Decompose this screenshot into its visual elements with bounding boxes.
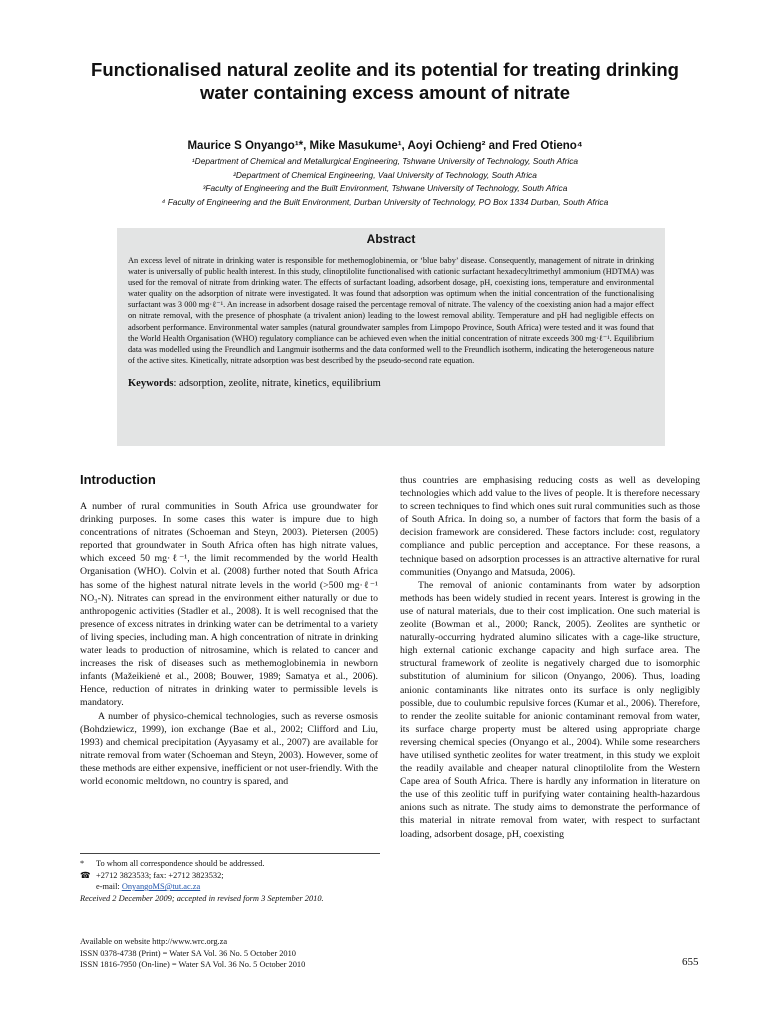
email-link[interactable]: OnyangoMS@tut.ac.za <box>121 882 201 891</box>
page-number: 655 <box>682 956 699 968</box>
phone-text: +2712 3823533; fax: +2712 3823532; <box>96 870 224 880</box>
footnote-email <box>80 881 380 893</box>
body-paragraph: A number of physico-chemical technologies, such as reverse osmosis (Bohdziewicz, 1999), ion exchange (Bae et al., 2002; Clifford and Liu, 1993) and chemical precipitation (Ayyasamy et al., 2007) are available for nitrate removal from water (Schoeman and Steyn, 2003). However, some of these methods are either expensive, inefficient or not user-friendly. With the world economic meltdown, no country is spared, and <box>80 710 378 787</box>
received-dates: Received 2 December 2009; accepted in revised form 3 September 2010. <box>80 893 324 903</box>
abstract-box <box>117 228 665 446</box>
keywords-label: Keywords <box>128 377 174 389</box>
affiliation-1: ¹Department of Chemical and Metallurgical Engineering, Tshwane University of Technology, South Africa <box>191 156 579 166</box>
left-column <box>80 500 378 788</box>
footnote-correspondence <box>80 858 380 870</box>
paper-title: Functionalised natural zeolite and its potential for treating drinking water containing excess amount of nitrate <box>91 59 679 103</box>
footnote-phone <box>80 870 380 882</box>
body-paragraph: thus countries are emphasising reducing costs as well as developing technologies which add value to the lives of people. It is therefore necessary to screen techniques to find which ones suit rural communities such as those of South Africa. In doing so, a number of factors that form the basis of a decision framework are considered. These factors include: cost, regulatory compliance and public perception and acceptance. For these reasons, a technique based on adsorption processes is an attractive alternative for rural communities (Onyango and Matsuda, 2006). <box>400 475 700 578</box>
affiliation-3: ³Faculty of Engineering and the Built Environment, Tshwane University of Technology, South Africa <box>202 183 568 193</box>
asterisk-mark: * <box>80 859 85 868</box>
issn-print: ISSN 0378-4738 (Print) = Water SA Vol. 36 No. 5 October 2010 <box>80 948 296 958</box>
keywords-list: : adsorption, zeolite, nitrate, kinetics, equilibrium <box>173 377 381 389</box>
abstract-text: An excess level of nitrate in drinking water is responsible for methemoglobinemia, or ‘blue baby’ disease. Consequently, management of nitrate in drinking water is universally of public health interest. In this study, clinoptilolite functionalised with cationic surfactant hexadecyltrimethyl ammonium (HDTMA) was used for the removal of nitrate from drinking water. The effects of surfactant loading, adsorbent dosage, pH, coexisting ions, temperature and environmental water quality on the adsorption of nitrate were investigated. It was found that adsorption was optimum when the initial concentration of the functionalising surfactant was 3 000 mg·ℓ⁻¹. An increase in adsorbent dosage raised the percentage removal of nitrate. The valency of the coexisting anion had a major effect on nitrate removal, with the presence of phosphate (a trivalent anion) leading to the lowest removal ability. Temperature and pH had negligible effects on adsorbent performance. Environmental water samples (natural groundwater samples from Limpopo Province, South Africa) were tested and it was found that the World Health Organisation (WHO) regulatory compliance can be achieved even when the initial concentration of nitrate exceeds 300 mg·ℓ⁻¹. Equilibrium data was modelled using the Freundlich and Langmuir isotherms and the data conformed well to the Freundlich isotherm, indicating the heterogeneous nature of the active sites. Kinetically, nitrate adsorption was best described by the pseudo-second rate equation. <box>128 256 654 365</box>
phone-icon: ☎ <box>80 870 91 880</box>
section-heading-introduction: Introduction <box>80 472 156 487</box>
footnotes <box>80 853 380 904</box>
issn-online: ISSN 1816-7950 (On-line) = Water SA Vol. 36 No. 5 October 2010 <box>80 960 306 969</box>
website-line: Available on website http://www.wrc.org.za <box>80 937 228 946</box>
keywords <box>128 378 654 389</box>
right-column <box>400 474 700 841</box>
footnote-text: To whom all correspondence should be addressed. <box>96 859 265 868</box>
affiliations <box>60 155 710 209</box>
abstract-heading: Abstract <box>366 232 416 246</box>
body-paragraph: The removal of anionic contaminants from water by adsorption methods has been widely studied in recent years. Interest is growing in the use of natural materials, due to their cost implication. One such material is zeolite (Bowman et al., 2000; Ranck, 2005). Zeolites are synthetic or naturally-occurring hydrated alumino silicates with a cage-like structure, high external cationic exchange capacity and high surface area. The structural framework of zeolite is negatively charged due to isomorphic substitution of aluminium for silicon (Onyango, 2006). Thus, loading anionic contaminants like nitrates onto its surface is only negligibly possible, due to coulumbic repulsive forces (Kumar et al., 2006). Therefore, to render the zeolite suitable for anionic contaminant removal from water, its surface charge property must be altered using appropriate charge reversing chemical species (Onyango et al., 2004). While some researchers have utilised synthetic zeolites for water treatment, in this study we exploit the readily available and cheaper natural clinoptilolite from the Western Cape area of South Africa. There is hardly any information in literature on the use of this zeolitic tuff in purifying water containing health-hazardous anions such as nitrate. The study aims to demonstrate the performance of this material in nitrate removal from water, with respect to surfactant loading, adsorbent dosage, pH, coexisting <box>400 579 700 840</box>
publication-info <box>80 936 305 971</box>
affiliation-2: ²Department of Chemical Engineering, Vaal University of Technology, South Africa <box>233 169 537 180</box>
body-paragraph: A number of rural communities in South Africa use groundwater for drinking purposes. In some cases this water is impure due to high concentrations of nitrates (Schoeman and Steyn, 2003). Pietersen (2005) reported that groundwater in South Africa often has high nitrate values, which exceed 50 mg·ℓ⁻¹, the limit recommended by the world Health Organisation (WHO). Colvin et al. (2008) further noted that South Africa has some of the highest natural nitrate levels in the world (>500 mg·ℓ⁻¹ NO₃-N). Nitrates can spread in the environment either naturally or due to anthropogenic activities (Stadler et al., 2008). It is well recognised that the presence of excess nitrates in drinking water can be detrimental to a variety of living species, including man. A high concentration of nitrate in drinking water leads to production of nitrosamine, which is related to cancer and increases the risk of diseases such as methemoglobinemia in newborn infants (Mažeikienė et al., 2008; Bouwer, 1989; Samatya et al., 2006). Hence, reduction of nitrates in drinking water to permissible levels is mandatory. <box>80 501 378 709</box>
affiliation-4: ⁴ Faculty of Engineering and the Built Environment, Durban University of Technology, PO Box 1334 Durban, South Africa <box>161 196 609 207</box>
email-label: e-mail: <box>96 882 122 891</box>
author-list: Maurice S Onyango¹*, Mike Masukume¹, Aoyi Ochieng² and Fred Otieno⁴ <box>187 140 583 152</box>
